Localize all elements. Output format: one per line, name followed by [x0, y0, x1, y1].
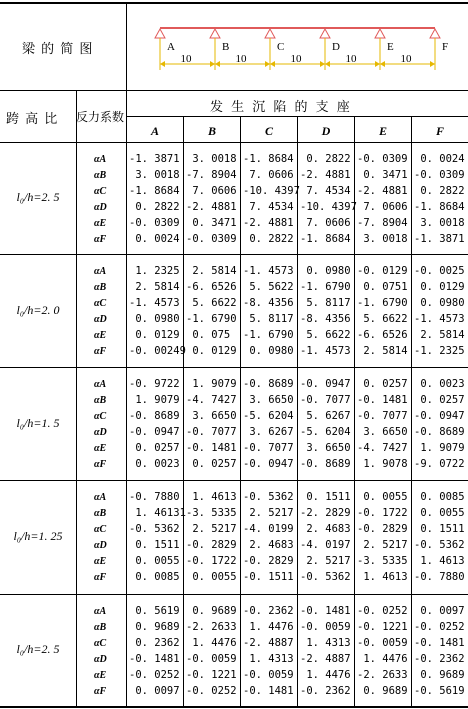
row-label: αE — [94, 670, 107, 681]
table-cell: 5. 5622 — [243, 281, 294, 293]
table-cell: 1. 9079 — [414, 442, 465, 454]
table-cell: -3. 5335 — [186, 507, 237, 519]
row-label: αB — [94, 508, 107, 519]
support-triangle — [430, 29, 440, 38]
table-cell: -0. 0309 — [357, 153, 408, 165]
table-cell: -0. 7880 — [414, 571, 465, 583]
table-cell: -0. 1511 — [243, 571, 294, 583]
settlement-support-label: 发 生 沉 陷 的 支 座 — [210, 100, 352, 115]
table-cell: 3. 6650 — [357, 426, 408, 438]
reaction-coefficient-label: 反力系数 — [76, 110, 125, 124]
table-cell: -0. 5362 — [414, 539, 465, 551]
table-cell: 0. 1511 — [300, 491, 351, 503]
table-cell: -0. 1481 — [300, 605, 351, 617]
table-cell: -1. 8684 — [300, 233, 351, 245]
table-cell: -1. 6790 — [243, 329, 294, 341]
table-cell: 3. 6650 — [243, 394, 294, 406]
table-cell: 7. 0606 — [357, 201, 408, 213]
table-cell: 7. 0606 — [186, 185, 237, 197]
table-cell: 1. 4476 — [243, 621, 294, 633]
row-label: αF — [94, 346, 107, 357]
table-cell: 0. 0024 — [414, 153, 465, 165]
table-cell: 0. 0257 — [414, 394, 465, 406]
table-cell: 3. 0018 — [186, 153, 237, 165]
table-cell: -5. 6204 — [300, 426, 351, 438]
column-header-e: E — [378, 124, 387, 138]
table-cell: 0. 1511 — [414, 523, 465, 535]
span-ratio-value: l₀/h=1. 25 — [13, 529, 63, 543]
table-cell: -2. 4881 — [357, 185, 408, 197]
table-cell: -0. 5362 — [300, 571, 351, 583]
table-cell: 0. 2822 — [129, 201, 180, 213]
support-label: C — [277, 41, 285, 53]
table-cell: 5. 6622 — [357, 313, 408, 325]
table-cell: -0. 2362 — [414, 653, 465, 665]
table-cell: -0. 0059 — [243, 669, 294, 681]
section-divider-3 — [0, 480, 468, 481]
table-cell: 2. 5217 — [300, 555, 351, 567]
table-cell: 1. 4476 — [357, 653, 408, 665]
table-cell: 0. 1511 — [129, 539, 180, 551]
table-cell: 5. 8117 — [243, 313, 294, 325]
table-cell: 0. 2822 — [243, 233, 294, 245]
table-cell: -0. 9722 — [129, 378, 180, 390]
row-label: αF — [94, 686, 107, 697]
table-cell: -0. 7880 — [129, 491, 180, 503]
table-cell: -0. 0947 — [243, 458, 294, 470]
table-cell: 0. 9689 — [414, 669, 465, 681]
table-cell: -1. 3871 — [414, 233, 465, 245]
row-label: αD — [94, 314, 107, 325]
table-cell: 0. 2362 — [129, 637, 180, 649]
table-cell: -0. 0252 — [357, 605, 408, 617]
span-length-label: 10 — [345, 53, 357, 65]
table-cell: -7. 8904 — [186, 169, 237, 181]
column-header-b: B — [207, 124, 216, 138]
table-cell: -0. 0025 — [414, 265, 465, 277]
table-cell: -9. 0722 — [414, 458, 465, 470]
table-cell: -0. 5362 — [243, 491, 294, 503]
table-cell: 7. 0606 — [243, 169, 294, 181]
dimension-arrow — [215, 61, 220, 67]
section-divider-2 — [0, 367, 468, 368]
table-cell: 0. 0085 — [414, 491, 465, 503]
table-cell: 2. 5217 — [357, 539, 408, 551]
table-cell: -1. 6790 — [186, 313, 237, 325]
table-cell: -5. 6204 — [243, 410, 294, 422]
table-cell: -0. 0947 — [414, 410, 465, 422]
table-cell: -0. 00249 — [129, 345, 186, 357]
row-label: αC — [94, 524, 107, 535]
table-cell: -4. 7427 — [357, 442, 408, 454]
support-label: D — [332, 41, 340, 53]
table-cell: -1. 4573 — [243, 265, 294, 277]
table-cell: -0. 0059 — [186, 653, 237, 665]
table-cell: 0. 0024 — [129, 233, 180, 245]
table-cell: -0. 1221 — [357, 621, 408, 633]
support-triangle — [265, 29, 275, 38]
table-cell: -0. 8689 — [300, 458, 351, 470]
label-column-divider — [76, 90, 77, 707]
table-cell: -4. 0197 — [300, 539, 351, 551]
dimension-arrow — [325, 61, 330, 67]
table-cell: -0. 0252 — [414, 621, 465, 633]
table-cell: -1. 4573 — [414, 313, 465, 325]
table-cell: -1. 3871 — [129, 153, 180, 165]
table-cell: 1. 4476 — [186, 637, 237, 649]
table-cell: 0. 0055 — [414, 507, 465, 519]
table-cell: -1. 2325 — [414, 345, 465, 357]
table-cell: -2. 4887 — [300, 653, 351, 665]
table-cell: 0. 0085 — [129, 571, 180, 583]
table-cell: -2. 4881 — [186, 201, 237, 213]
table-cell: 0. 9689 — [357, 685, 408, 697]
table-cell: 1. 4313 — [243, 653, 294, 665]
beam-diagram-label: 梁 的 简 图 — [22, 42, 94, 57]
row-label: αC — [94, 186, 107, 197]
table-cell: 0. 0980 — [129, 313, 180, 325]
support-triangle — [320, 29, 330, 38]
table-cell: -0. 1481 — [129, 653, 180, 665]
table-cell: 1. 9078 — [357, 458, 408, 470]
table-cell: -2. 2829 — [300, 507, 351, 519]
table-cell: -0. 8689 — [129, 410, 180, 422]
table-cell: 2. 4683 — [300, 523, 351, 535]
table-cell: 0. 2822 — [300, 153, 351, 165]
table-cell: -3. 5335 — [357, 555, 408, 567]
span-ratio-value: l₀/h=2. 5 — [16, 190, 60, 204]
table-cell: -2. 2633 — [357, 669, 408, 681]
support-triangle — [155, 29, 165, 38]
support-triangle — [375, 29, 385, 38]
table-cell: -10. 4397 — [243, 185, 300, 197]
table-cell: 0. 0023 — [129, 458, 180, 470]
table-cell: -1. 4573 — [129, 297, 180, 309]
span-ratio-value: l₀/h=1. 5 — [16, 415, 60, 430]
row-label: αD — [94, 654, 107, 665]
table-cell: 2. 5814 — [357, 345, 408, 357]
section-divider-4 — [0, 594, 468, 595]
table-cell: 2. 5814 — [129, 281, 180, 293]
table-cell: -0. 0947 — [129, 426, 180, 438]
row-label: αA — [94, 379, 107, 390]
table-cell: 0. 9689 — [186, 605, 237, 617]
main-column-divider — [126, 2, 127, 707]
support-label: E — [387, 41, 394, 53]
dimension-arrow — [265, 61, 270, 67]
support-label: F — [442, 41, 449, 53]
beam-diagram — [140, 14, 460, 84]
table-cell: -0. 0947 — [300, 378, 351, 390]
span-length-label: 10 — [290, 53, 302, 65]
column-letters-divider — [0, 142, 468, 143]
dimension-arrow — [210, 61, 215, 67]
table-cell: 0. 0055 — [129, 555, 180, 567]
row-label: αD — [94, 427, 107, 438]
support-label: A — [167, 41, 175, 53]
table-cell: 0. 0129 — [129, 329, 180, 341]
table-cell: 7. 0606 — [300, 217, 351, 229]
table-cell: 1. 4313 — [300, 637, 351, 649]
row-label: αB — [94, 622, 107, 633]
column-header-a: A — [150, 124, 159, 138]
table-cell: -0. 2829 — [243, 555, 294, 567]
table-cell: -0. 5362 — [129, 523, 180, 535]
table-cell: 0. 0751 — [357, 281, 408, 293]
dimension-arrow — [160, 61, 165, 67]
table-cell: -2. 4881 — [243, 217, 294, 229]
table-cell: 3. 6650 — [186, 410, 237, 422]
table-cell: -10. 4397 — [300, 201, 357, 213]
table-cell: 0. 3471 — [357, 169, 408, 181]
row-label: αD — [94, 202, 107, 213]
table-cell: 3. 0018 — [357, 233, 408, 245]
row-label: αB — [94, 170, 107, 181]
table-cell: 0. 0055 — [357, 491, 408, 503]
table-cell: 1. 4613 — [186, 491, 237, 503]
table-cell: -0. 1481 — [357, 394, 408, 406]
dimension-arrow — [375, 61, 380, 67]
support-triangle — [210, 29, 220, 38]
row-label: αF — [94, 459, 107, 470]
row-label: αA — [94, 492, 107, 503]
span-length-label: 10 — [180, 53, 192, 65]
table-cell: 3. 0018 — [414, 217, 465, 229]
table-cell: 1. 4613 — [414, 555, 465, 567]
table-cell: 2. 5217 — [186, 523, 237, 535]
table-cell: 0. 3471 — [186, 217, 237, 229]
row-label: αF — [94, 234, 107, 245]
table-cell: -0. 1221 — [186, 669, 237, 681]
table-cell: -0. 1722 — [186, 555, 237, 567]
table-cell: -2. 4881 — [300, 169, 351, 181]
table-cell: 3. 0018 — [129, 169, 180, 181]
column-header-c: C — [264, 124, 273, 138]
table-cell: -6. 6526 — [186, 281, 237, 293]
table-cell: 2. 5814 — [414, 329, 465, 341]
table-cell: 5. 6622 — [186, 297, 237, 309]
column-header-f: F — [435, 124, 444, 138]
table-cell: -0. 7077 — [186, 426, 237, 438]
table-cell: 5. 8117 — [300, 297, 351, 309]
table-cell: 1. 46131 — [129, 507, 186, 519]
table-cell: 7. 4534 — [300, 185, 351, 197]
table-cell: 2. 5814 — [186, 265, 237, 277]
row-label: αC — [94, 298, 107, 309]
table-cell: -0. 0252 — [186, 685, 237, 697]
section-divider-1 — [0, 254, 468, 255]
table-cell: -2. 2633 — [186, 621, 237, 633]
span-length-label: 10 — [235, 53, 247, 65]
column-header-d: D — [321, 124, 331, 138]
table-cell: -1. 8684 — [129, 185, 180, 197]
span-ratio-label: 跨 高 比 — [6, 112, 59, 127]
table-cell: -7. 8904 — [357, 217, 408, 229]
table-cell: -6. 6526 — [357, 329, 408, 341]
table-cell: -0. 7077 — [357, 410, 408, 422]
dimension-arrow — [430, 61, 435, 67]
table-cell: -0. 2829 — [357, 523, 408, 535]
table-cell: 0. 0129 — [414, 281, 465, 293]
table-cell: 0. 0980 — [414, 297, 465, 309]
table-cell: 0. 2822 — [414, 185, 465, 197]
span-ratio-value: l₀/h=2. 0 — [16, 302, 60, 317]
table-bottom-border — [0, 706, 468, 708]
row-label: αF — [94, 572, 107, 583]
table-cell: 5. 6267 — [300, 410, 351, 422]
row-label: αC — [94, 638, 107, 649]
table-cell: -1. 6790 — [300, 281, 351, 293]
table-cell: 5. 6622 — [300, 329, 351, 341]
span-length-label: 10 — [400, 53, 412, 65]
table-cell: -0. 7077 — [300, 394, 351, 406]
table-cell: -0. 0309 — [414, 169, 465, 181]
dimension-arrow — [270, 61, 275, 67]
table-cell: 0. 0097 — [414, 605, 465, 617]
table-cell: 0. 0257 — [186, 458, 237, 470]
table-cell: -2. 4887 — [243, 637, 294, 649]
table-cell: -0. 0059 — [300, 621, 351, 633]
table-cell: 7. 4534 — [243, 201, 294, 213]
table-cell: -0. 1481 — [243, 685, 294, 697]
row-label: αD — [94, 540, 107, 551]
table-cell: -8. 4356 — [300, 313, 351, 325]
row-label: αE — [94, 330, 107, 341]
table-cell: -8. 4356 — [243, 297, 294, 309]
table-cell: 0. 0257 — [357, 378, 408, 390]
table-cell: -4. 7427 — [186, 394, 237, 406]
span-ratio-value: l₀/h=2. 5 — [16, 642, 60, 656]
table-cell: -0. 2829 — [186, 539, 237, 551]
table-cell: -1. 8684 — [243, 153, 294, 165]
table-cell: -0. 1481 — [186, 442, 237, 454]
table-cell: 2. 4683 — [243, 539, 294, 551]
header-divider — [0, 90, 468, 91]
table-cell: 3. 6267 — [243, 426, 294, 438]
table-cell: -0. 7077 — [243, 442, 294, 454]
table-top-border — [0, 2, 468, 4]
row-label: αB — [94, 395, 107, 406]
table-cell: -0. 0309 — [186, 233, 237, 245]
support-label: B — [222, 41, 230, 53]
table-cell: -0. 8689 — [243, 378, 294, 390]
table-cell: 2. 5217 — [243, 507, 294, 519]
row-label: αA — [94, 154, 107, 165]
row-label: αB — [94, 282, 107, 293]
table-cell: 0. 0023 — [414, 378, 465, 390]
table-cell: -4. 0199 — [243, 523, 294, 535]
table-cell: -0. 0252 — [129, 669, 180, 681]
row-label: αE — [94, 218, 107, 229]
table-cell: 0. 0129 — [186, 345, 237, 357]
table-cell: -0. 0129 — [357, 265, 408, 277]
row-label: αA — [94, 266, 107, 277]
table-cell: -0. 5619 — [414, 685, 465, 697]
table-cell: 0. 0980 — [243, 345, 294, 357]
table-cell: -0. 2362 — [243, 605, 294, 617]
row-label: αC — [94, 411, 107, 422]
dimension-arrow — [320, 61, 325, 67]
table-cell: 0. 0055 — [186, 571, 237, 583]
table-cell: -1. 8684 — [414, 201, 465, 213]
table-cell: -0. 1481 — [414, 637, 465, 649]
table-cell: 1. 4613 — [357, 571, 408, 583]
table-cell: -1. 4573 — [300, 345, 351, 357]
table-cell: -0. 2362 — [300, 685, 351, 697]
table-cell: 1. 2325 — [129, 265, 180, 277]
table-cell: -0. 0059 — [357, 637, 408, 649]
table-cell: 0. 0097 — [129, 685, 180, 697]
table-cell: -1. 6790 — [357, 297, 408, 309]
table-cell: -0. 1722 — [357, 507, 408, 519]
row-label: αE — [94, 556, 107, 567]
row-label: αE — [94, 443, 107, 454]
table-cell: -0. 0309 — [129, 217, 180, 229]
table-cell: 0. 0980 — [300, 265, 351, 277]
table-cell: 0. 0257 — [129, 442, 180, 454]
table-cell: 0. 075 — [186, 329, 231, 341]
dimension-arrow — [380, 61, 385, 67]
table-cell: 0. 5619 — [129, 605, 180, 617]
table-cell: -0. 8689 — [414, 426, 465, 438]
table-cell: 3. 6650 — [300, 442, 351, 454]
table-cell: 1. 9079 — [129, 394, 180, 406]
table-cell: 1. 9079 — [186, 378, 237, 390]
row-label: αA — [94, 606, 107, 617]
table-cell: 1. 4476 — [300, 669, 351, 681]
table-cell: 0. 9689 — [129, 621, 180, 633]
